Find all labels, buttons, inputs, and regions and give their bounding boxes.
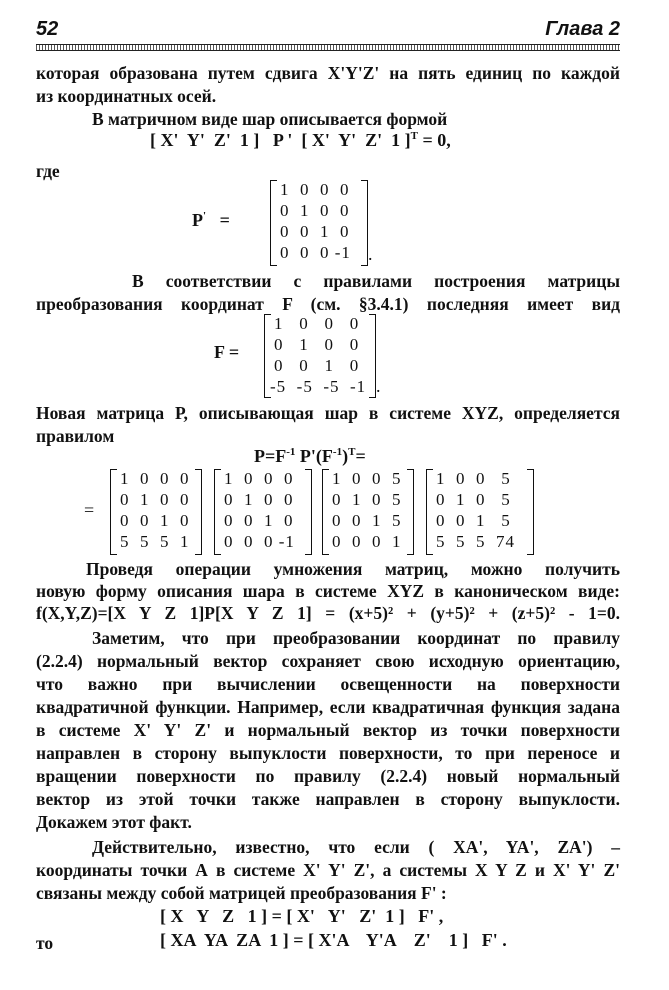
text-line: вращении поверхности по правилу (2.2.4) новый нормальный	[36, 766, 620, 786]
matrix-row: 0 0 1 0	[274, 356, 360, 375]
matrix-row: 0 1 0 0	[224, 490, 294, 509]
matrix-row: 0 0 0 -1	[224, 532, 295, 551]
page-number: 52	[36, 18, 59, 40]
matrix-p-prime	[214, 469, 312, 555]
matrix-dot: .	[368, 244, 373, 264]
matrix-row: 0 0 1 5	[436, 511, 511, 530]
text-line: что важно при вычислении освещенности на поверхности	[36, 674, 620, 694]
matrix-row: 1 0 0 0	[224, 469, 294, 488]
text-line: преобразования координат F (см. §3.4.1) последняя имеет вид	[36, 294, 620, 314]
text-line: (2.2.4) нормальный вектор сохраняет свою исходную ориентацию,	[36, 651, 620, 671]
matrix-row: 0 0 1 0	[224, 511, 294, 530]
text-line: Докажем этот факт.	[36, 812, 192, 832]
text-line: связаны между собой матрицей преобразования F' :	[36, 883, 447, 903]
text-line: правилом	[36, 426, 115, 446]
text-line: новую форму описания шара в системе XYZ в каноническом виде:	[36, 581, 620, 601]
header-rule	[36, 44, 620, 51]
matrix-row: 0 1 0 5	[332, 490, 402, 509]
equation-transform: [ X Y Z 1 ] = [ X' Y' Z' 1 ] F' ,	[160, 906, 444, 926]
matrix-row: 0 0 0 -1	[280, 243, 351, 262]
text-line: где	[36, 161, 60, 181]
matrix-row: 0 1 0 5	[436, 490, 511, 509]
text-line: В матричном виде шар описывается формой	[92, 109, 448, 129]
text-line: Заметим, что при преобразовании координат по правилу	[92, 628, 620, 648]
text-line: Действительно, известно, что если ( XA', YA', ZA') –	[92, 837, 620, 857]
matrix-row: 1 0 0 0	[120, 469, 190, 488]
matrix-row: 0 1 0 0	[120, 490, 190, 509]
text-line: квадратичной функции. Например, если квадратичная функция задана	[36, 697, 620, 717]
matrix-p-label: P' =	[192, 210, 230, 230]
matrix-row: 0 1 0 0	[280, 201, 350, 220]
text-line: то	[36, 933, 54, 953]
text-line: направлен в сторону выпуклости поверхности, то при переносе и	[36, 743, 620, 763]
matrix-p	[270, 180, 368, 266]
matrix-p-result	[426, 469, 534, 555]
matrix-row: 0 0 0 1	[332, 532, 402, 551]
matrix-row: -5 -5 -5 -1	[270, 377, 367, 396]
text-line: В соответствии с правилами построения матрицы	[132, 271, 620, 291]
equation-point-transform: [ XA YA ZA 1 ] = [ X'A Y'A Z' 1 ] F' .	[160, 930, 507, 950]
equation-p-rule: $P=F^{-1}$ $P'(F^{-1})^T=$	[254, 446, 366, 466]
running-header	[36, 12, 620, 40]
matrix-f	[264, 314, 376, 398]
text-line: f(X,Y,Z)=[X Y Z 1]P[X Y Z 1] = (x+5)² + (y+5)² + (z+5)² - 1=0.	[36, 603, 620, 623]
text-line: которая образована путем сдвига X'Y'Z' на пять единиц по каждой	[36, 63, 620, 83]
text-line: из координатных осей.	[36, 86, 217, 106]
text-line: Новая матрица Р, описывающая шар в системе XYZ, определяется	[36, 403, 620, 423]
matrix-f-label: F =	[214, 342, 240, 362]
text-line: вектор из этой точки также направлен в сторону выпуклости.	[36, 789, 620, 809]
matrix-row: 0 1 0 0	[274, 335, 360, 354]
matrix-row: 0 0 1 0	[280, 222, 350, 241]
matrix-row: 1 0 0 0	[274, 314, 360, 333]
matrix-row: 1 0 0 5	[332, 469, 402, 488]
matrix-f-inverse	[110, 469, 202, 555]
text-line: координаты точки А в системе X' Y' Z', а системы X Y Z и X' Y' Z'	[36, 860, 620, 880]
matrix-row: 1 0 0 0	[280, 180, 350, 199]
text-line: Проведя операции умножения матриц, можно получить	[86, 559, 620, 579]
matrix-row: 1 0 0 5	[436, 469, 511, 488]
matrix-row: 0 0 1 5	[332, 511, 402, 530]
text-line: в системе X' Y' Z' и нормальный вектор из точки поверхности	[36, 720, 620, 740]
matrix-row: 5 5 5 74	[436, 532, 515, 551]
matrix-dot: .	[376, 376, 381, 396]
equals-sign: =	[84, 500, 95, 520]
matrix-f-inverse-transposed	[322, 469, 414, 555]
matrix-row: 5 5 5 1	[120, 532, 190, 551]
equation-sphere: [ X' Y' Z' 1 ] P ' [ X' Y' Z' 1 ]$^T$ = 0,	[150, 130, 451, 150]
chapter-title: Глава 2	[545, 18, 620, 40]
matrix-row: 0 0 1 0	[120, 511, 190, 530]
